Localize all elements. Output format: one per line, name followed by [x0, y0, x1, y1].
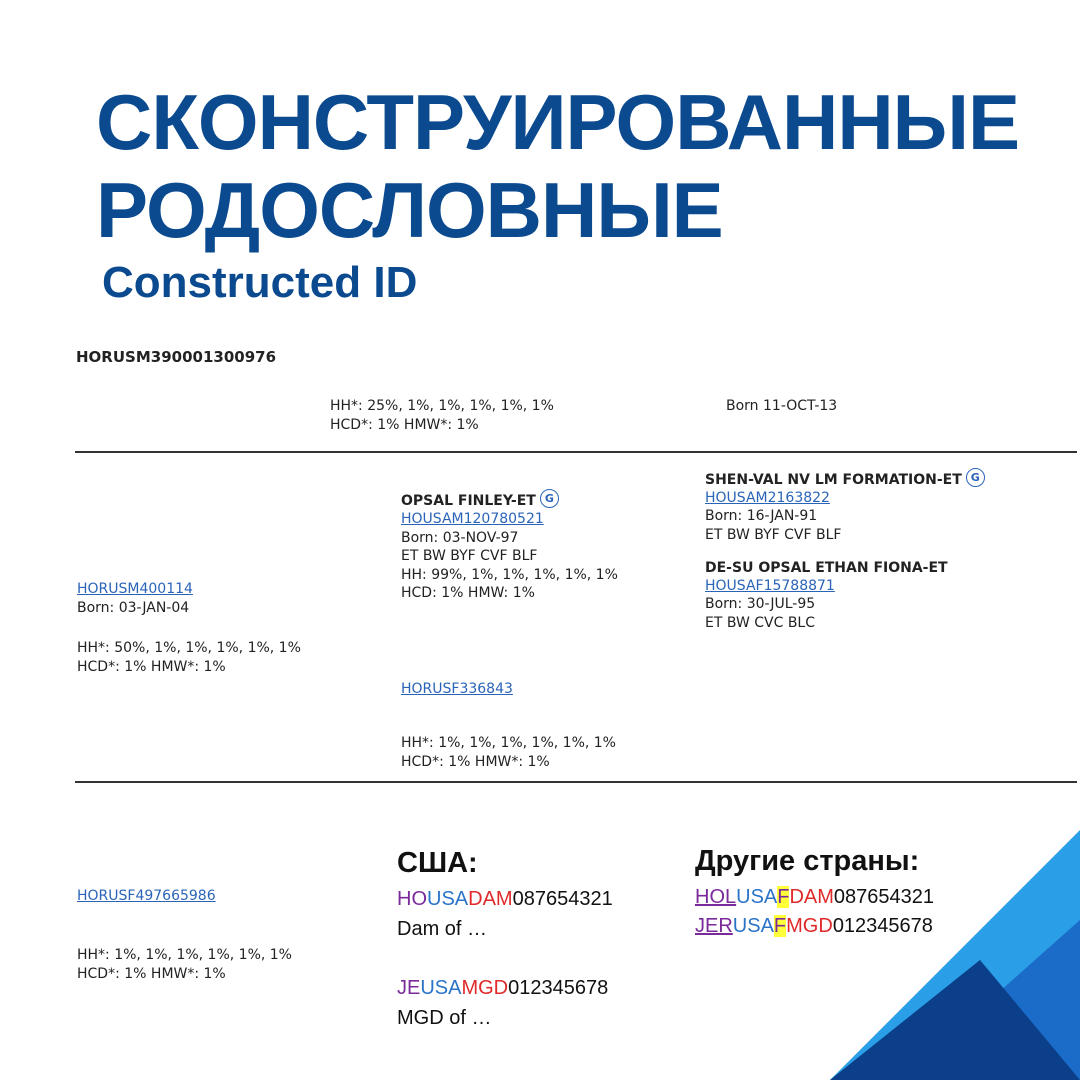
usa-example-2-desc: MGD of …: [397, 1007, 492, 1029]
sire-dam-hcd: HCD*: 1% HMW*: 1%: [401, 754, 550, 770]
country-code: USA: [736, 886, 778, 908]
breed-code: HOL: [695, 886, 737, 908]
animal-hh: HH*: 25%, 1%, 1%, 1%, 1%, 1%: [330, 398, 554, 414]
id-number: 012345678: [508, 977, 609, 999]
usa-example-1: [397, 884, 613, 914]
dam-id-link[interactable]: HORUSF497665986: [77, 888, 216, 904]
usa-example-2: [397, 973, 608, 1003]
sire-dam-hh: HH*: 1%, 1%, 1%, 1%, 1%, 1%: [401, 735, 616, 751]
sss-codes: ET BW BYF CVF BLF: [705, 527, 842, 543]
sire-sire-name: [401, 489, 559, 511]
sss-id-link[interactable]: HOUSAM2163822: [705, 490, 830, 506]
relation-code: MGD: [786, 915, 833, 937]
country-code: USA: [732, 915, 774, 937]
sire-born: Born: 03-JAN-04: [77, 600, 190, 616]
dam-hcd: HCD*: 1% HMW*: 1%: [77, 966, 226, 982]
usa-heading: США:: [397, 847, 478, 879]
sire-hcd: HCD*: 1% HMW*: 1%: [77, 659, 226, 675]
sire-sire-hh: HH: 99%, 1%, 1%, 1%, 1%, 1%: [401, 567, 618, 583]
relation-code: MGD: [461, 977, 509, 999]
animal-id: HORUSM390001300976: [76, 348, 277, 366]
divider-top: [75, 451, 1077, 453]
ssd-name: DE-SU OPSAL ETHAN FIONA-ET: [705, 560, 948, 576]
usa-example-1-desc: Dam of …: [397, 918, 488, 940]
ssd-born: Born: 30-JUL-95: [705, 596, 816, 612]
id-number: 012345678: [832, 915, 933, 937]
divider-bottom: [75, 781, 1077, 783]
sire-sire-hcd: HCD: 1% HMW: 1%: [401, 585, 535, 601]
sire-id-link[interactable]: HORUSM400114: [77, 581, 193, 597]
page-subtitle: Constructed ID: [102, 258, 418, 307]
ssd-codes: ET BW CVC BLC: [705, 615, 816, 631]
country-code: USA: [420, 977, 462, 999]
relation-code: DAM: [468, 888, 513, 910]
ssd-id-link[interactable]: HOUSAF15788871: [705, 578, 835, 594]
sire-dam-id-link[interactable]: HORUSF336843: [401, 681, 513, 697]
sire-sire-id-link[interactable]: HOUSAM120780521: [401, 511, 544, 527]
sss-name-text: SHEN-VAL NV LM FORMATION-ET: [705, 472, 962, 488]
country-code: USA: [427, 888, 469, 910]
animal-born: Born 11-OCT-13: [726, 398, 838, 414]
breed-code: JER: [695, 915, 733, 937]
dam-hh: HH*: 1%, 1%, 1%, 1%, 1%, 1%: [77, 947, 292, 963]
sire-sire-born: Born: 03-NOV-97: [401, 530, 519, 546]
other-heading: Другие страны:: [695, 845, 920, 877]
breed-code: JE: [397, 977, 421, 999]
page-title-line2: РОДОСЛОВНЫЕ: [96, 166, 723, 254]
page-title-line1: СКОНСТРУИРОВАННЫЕ: [96, 78, 1020, 166]
genomic-g-icon: G: [966, 468, 985, 487]
id-number: 087654321: [833, 886, 935, 908]
sss-name: [705, 468, 985, 490]
sire-hh: HH*: 50%, 1%, 1%, 1%, 1%, 1%: [77, 640, 301, 656]
sire-sire-name-text: OPSAL FINLEY-ET: [401, 493, 536, 509]
sss-born: Born: 16-JAN-91: [705, 508, 818, 524]
genomic-g-icon: G: [540, 489, 559, 508]
sire-sire-codes: ET BW BYF CVF BLF: [401, 548, 538, 564]
animal-hcd: HCD*: 1% HMW*: 1%: [330, 417, 479, 433]
id-number: 087654321: [512, 888, 613, 910]
corner-decoration: [830, 830, 1080, 1080]
breed-code: HO: [397, 888, 427, 910]
sex-code-highlight: F: [773, 915, 787, 937]
sex-code-highlight: F: [777, 886, 790, 908]
relation-code: DAM: [789, 886, 834, 908]
